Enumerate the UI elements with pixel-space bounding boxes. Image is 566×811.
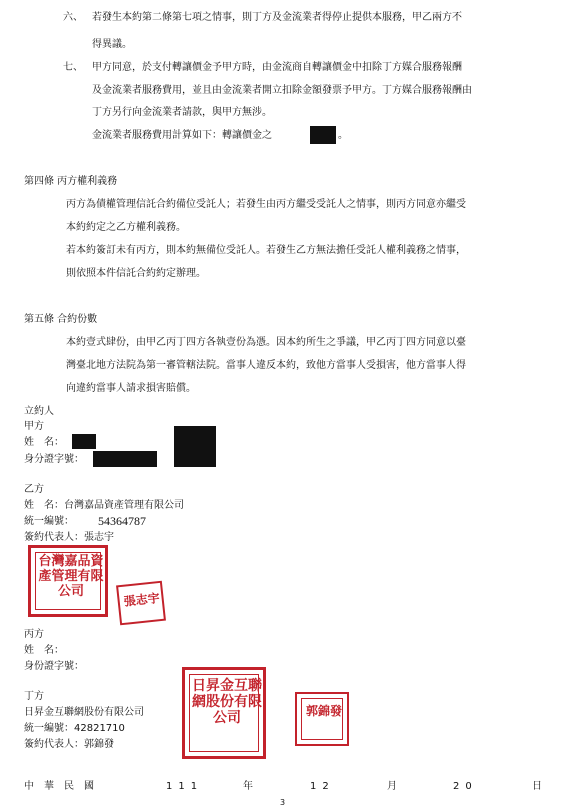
item7-line1: 甲方同意，於支付轉讓價金予甲方時，由金流商自轉讓價金中扣除丁方媒合服務報酬 <box>92 62 462 73</box>
date-era: 中 華 民 國 <box>24 781 94 792</box>
redaction-party-a-name <box>72 434 96 449</box>
party-b-name: 姓 名：台灣嘉品資產管理有限公司 <box>24 500 184 511</box>
party-a-name-label: 姓 名： <box>24 437 64 448</box>
date-month-unit: 月 <box>387 781 397 792</box>
item6-line1: 若發生本約第二條第七項之情事，則丁方及金流業者得停止提供本服務，甲乙兩方不 <box>92 12 462 23</box>
party-d-representative-seal: 郭錦發 <box>295 692 349 746</box>
date-day-unit: 日 <box>532 781 542 792</box>
article4-p2-line1: 若本約簽訂未有丙方，則本約無備位受託人。若發生乙方無法擔任受託人權利義務之情事， <box>66 245 466 256</box>
party-b-tax-label: 統一編號： <box>24 516 74 527</box>
party-a-id-label: 身分證字號： <box>24 454 84 465</box>
party-d-representative: 簽約代表人：郭錦發 <box>24 739 114 750</box>
article5-heading: 第五條 合約份數 <box>24 314 98 325</box>
redaction-fee-rate <box>310 126 336 144</box>
item6-line2: 得異議。 <box>92 39 132 50</box>
date-year: 111 <box>166 781 204 792</box>
party-c-name-label: 姓 名： <box>24 645 64 656</box>
party-b-tax-value: 54364787 <box>98 514 146 528</box>
party-d-company: 日昇金互聯網股份有限公司 <box>24 707 144 718</box>
item6-number: 六、 <box>63 12 83 23</box>
date-day: 20 <box>453 781 478 792</box>
party-c-label: 丙方 <box>24 629 44 640</box>
party-b-representative: 簽約代表人：張志宇 <box>24 532 114 543</box>
article5-p-line3: 向違約當事人請求損害賠償。 <box>66 383 196 394</box>
item7-line2: 及金流業者服務費用，並且由金流業者開立扣除金額發票予甲方。丁方媒合服務報酬由 <box>92 85 472 96</box>
redaction-party-a-id <box>93 451 157 467</box>
signatories-title: 立約人 <box>24 406 54 417</box>
redaction-party-a-seal <box>174 426 216 467</box>
item7-number: 七、 <box>63 62 83 73</box>
article4-p1-line2: 本約約定之乙方權利義務。 <box>66 222 186 233</box>
article4-p2-line2: 則依照本件信託合約約定辦理。 <box>66 268 206 279</box>
page-number: 3 <box>280 798 286 807</box>
item7-line3: 丁方另行向金流業者請款，與甲方無涉。 <box>92 107 272 118</box>
party-d-tax: 統一編號：42821710 <box>24 723 125 734</box>
article5-p-line2: 灣臺北地方法院為第一審管轄法院。當事人違反本約，致他方當事人受損害，他方當事人得 <box>66 360 466 371</box>
party-b-label: 乙方 <box>24 484 44 495</box>
date-month: 12 <box>310 781 335 792</box>
item7-line4-prefix: 金流業者服務費用計算如下：轉讓價金之 <box>92 130 272 141</box>
party-d-label: 丁方 <box>24 691 44 702</box>
article5-p-line1: 本約壹式肆份，由甲乙丙丁四方各執壹份為憑。因本約所生之爭議，甲乙丙丁四方同意以臺 <box>66 337 466 348</box>
party-b-representative-seal: 張志宇 <box>116 581 166 626</box>
item7-line4-suffix: 。 <box>338 130 348 141</box>
date-year-unit: 年 <box>243 781 253 792</box>
party-b-company-seal: 台灣嘉品資產管理有限公司 <box>28 545 108 617</box>
article4-p1-line1: 丙方為債權管理信託合約備位受託人；若發生由丙方繼受受託人之情事，則丙方同意亦繼受 <box>66 199 466 210</box>
party-a-label: 甲方 <box>24 421 44 432</box>
article4-heading: 第四條 丙方權利義務 <box>24 176 118 187</box>
party-d-company-seal: 日昇金互聯網股份有限公司 <box>182 667 266 759</box>
party-c-id-label: 身份證字號： <box>24 661 84 672</box>
